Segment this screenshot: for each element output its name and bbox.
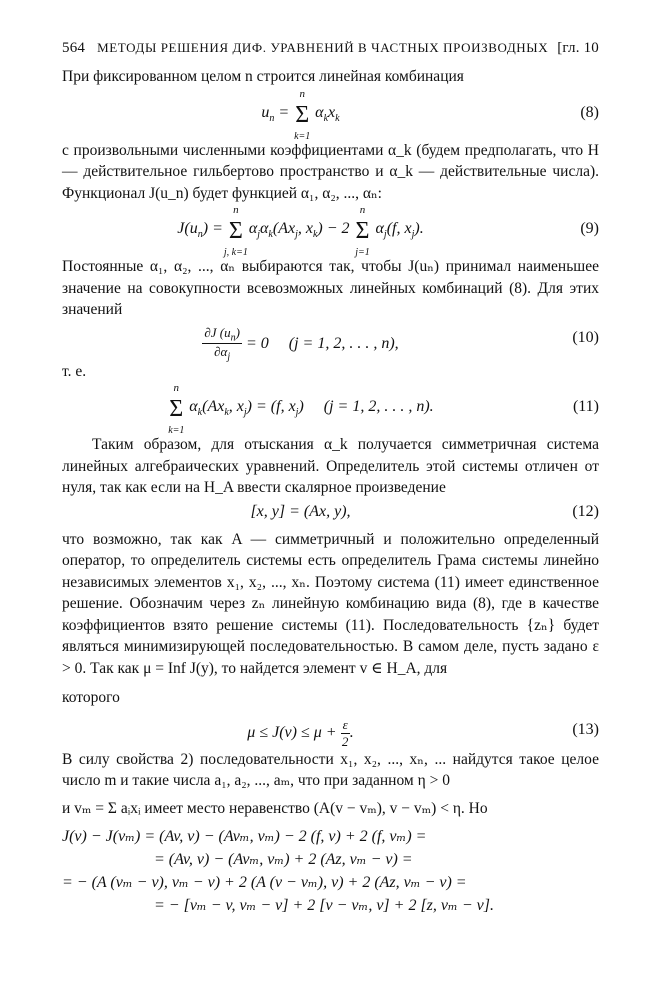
book-page (62, 40, 599, 917)
equation-number-13: (13) (572, 720, 599, 738)
paragraph-3: Постоянные α₁, α₂, ..., αₙ выбираются так, чтобы J(uₙ) принимал наименьшее значение на совокупности всевозможных линейных комбинаций (8). Для этих значений (62, 258, 599, 318)
equation-number-10: (10) (572, 328, 599, 346)
derivation-line-3: = − (A (vₘ − v), vₘ − v) + 2 (A (v − vₘ), v) + 2 (Az, vₘ − v) = (62, 874, 467, 891)
sum-symbol: Σ n k=1 (294, 87, 311, 142)
equation-8: $u_n = \Sigma$ n k=1 $\alpha_kx_k$ (8) (261, 87, 599, 142)
equation-11: Σ n k=1 $\alpha_k(Ax_k$, $x_j) = (f$, $x_j$) (j = 1, 2, . . . , n). (11) (168, 382, 599, 436)
equation-10: $\frac{\partial J (u_n)}{\partial\alpha_j}$ = 0 (j = 1, 2, . . . , n), (10) (204, 324, 599, 363)
derivation-line-4: = − [vₘ − v, vₘ − v] + 2 [v − vₘ, v] + 2 [z, vₘ − v]. (154, 897, 494, 914)
equation-9: $J(u_n) = \Sigma$ n j, k=1 $\alpha_j\alpha_k(Ax_j$, $x_k) - 2$ Σ n j=1 $\alpha_j(f$, $x_j$). (9) (177, 204, 599, 258)
equation-13: μ ≤ J(v) ≤ μ + $\frac{\varepsilon}{2}$ . (13) (247, 716, 599, 749)
derivation-line-1: J(v) − J(vₘ) = (Av, v) − (Avₘ, vₘ) − 2 (f, v) + 2 (f, vₘ) = (62, 828, 427, 845)
te-label: т. е. (62, 362, 87, 380)
paragraph-8: и vₘ = Σ aᵢxᵢ имеет место неравенство (A(v − vₘ), v − vₘ) < η. Но (62, 799, 488, 817)
equation-number-11: (11) (572, 398, 599, 415)
page-number: 564 (62, 40, 86, 56)
chapter-label: [гл. 10 (557, 40, 599, 56)
paragraph-1: При фиксированном целом n строится линейная комбинация (62, 68, 464, 85)
equation-number-8: (8) (580, 103, 599, 121)
derivation-block (62, 825, 599, 917)
running-title: МЕТОДЫ РЕШЕНИЯ ДИФ. УРАВНЕНИЙ В ЧАСТНЫХ ПРОИЗВОДНЫХ (97, 40, 549, 55)
paragraph-5: что возможно, так как A — симметричный и положительно определенный оператор, то определитель системы есть определитель Грама системы линейно независимых элементов x₁, x₂, ..., xₙ. Поэтому система (11) имеет единственное решение. Обозначим через zₙ линейную комбинацию вида (8), где в качестве коэффициентов взято решение системы (11). Последовательность {zₙ} будет являться минимизирующей последовательностью. В самом деле, пусть задано ε > 0. Так как μ = Inf J(y), то найдется элемент v ∈ H_A, для (62, 530, 599, 677)
derivation-line-2: = (Av, v) − (Avₘ, vₘ) + 2 (Az, vₘ − v) = (154, 851, 413, 868)
paragraph-2: с произвольными численными коэффициентами α_k (будем предполагать, что H — действительное гильбертово пространство и α_k — действительные числа). Функционал J(u_n) будет функцией α₁, α₂, ..., αₙ: (62, 141, 599, 202)
running-header (62, 40, 599, 66)
paragraph-6: которого (62, 689, 120, 706)
paragraph-4: Таким образом, для отыскания α_k получается симметричная система линейных алгебраических уравнений. Определитель этой системы отличен от нуля, так как если на H_A ввести скалярное произведение (62, 436, 599, 496)
paragraph-7: В силу свойства 2) последовательности x₁, x₂, ..., xₙ, ... найдутся такое целое число m и такие числа a₁, a₂, ..., aₘ, что при заданном η > 0 (62, 750, 599, 789)
equation-number-12: (12) (572, 502, 599, 520)
equation-12: [x, y] = (Ax, y), (12) (250, 502, 599, 520)
equation-number-9: (9) (580, 220, 599, 237)
